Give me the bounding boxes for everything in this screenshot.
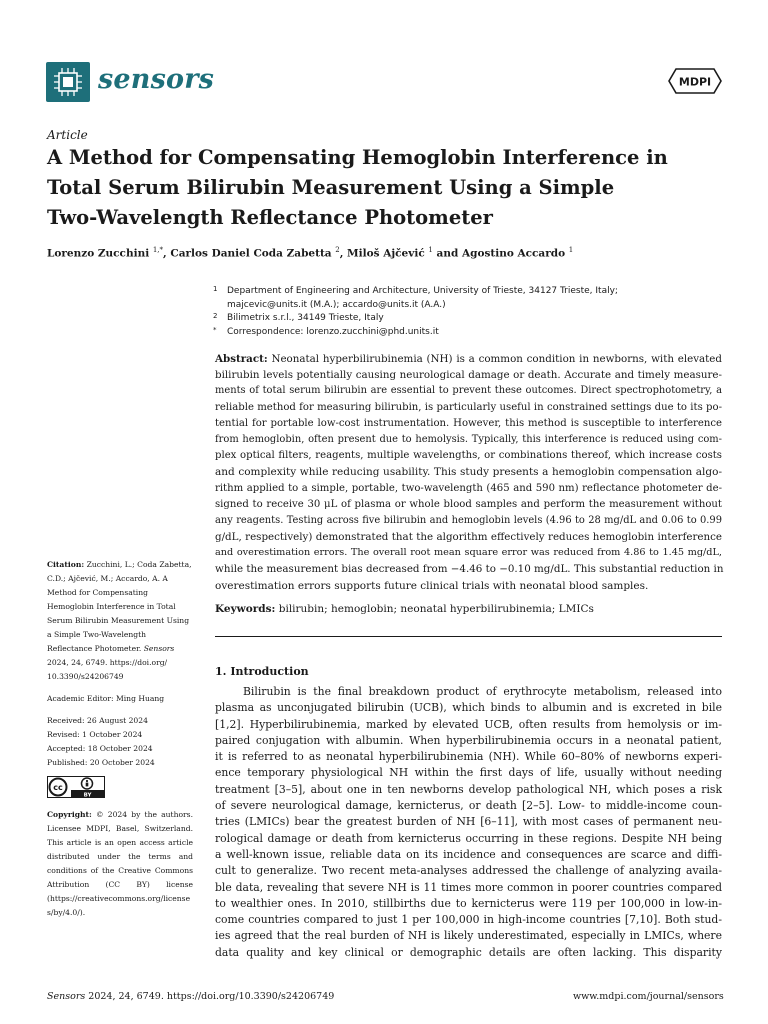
author-name: Carlos Daniel Coda Zabetta	[170, 247, 332, 260]
section-divider	[215, 636, 722, 637]
body-line: tries (LMICs) bear the greatest burden of NH [6–11], with most cases of permanent neu-	[215, 815, 722, 829]
body-line: cult to generalize. Two recent meta-analyses addressed the challenge of analyzing availa-	[215, 864, 722, 878]
footer-citation	[47, 991, 334, 1002]
affiliation-row	[213, 299, 713, 313]
citation-line: Method for Compensating	[47, 588, 148, 597]
citation-label: Citation:	[47, 560, 85, 569]
footer-journal-url[interactable]: www.mdpi.com/journal/sensors	[573, 991, 724, 1002]
affiliation-marker: 1	[213, 285, 218, 293]
abstract-line: and complexity while reducing usability. This study presents a hemoglobin compensation algo-	[215, 466, 722, 479]
author-separator: ,	[163, 247, 171, 260]
abstract	[215, 351, 722, 594]
author-name: Agostino Accardo	[461, 247, 566, 260]
body-line: rological damage or death from kernicterus occurring in these regions. Despite NH being	[215, 831, 722, 845]
copyright-line: Licensee MDPI, Basel, Switzerland.	[47, 824, 193, 833]
cc-icon-label: cc	[53, 783, 63, 793]
keywords	[215, 603, 594, 615]
body-line: data quality and key clinical or demographic details are often lacking. This disparity	[215, 945, 722, 959]
citation-doi-link[interactable]: 2024, 24, 6749. https://doi.org/	[47, 658, 168, 667]
affiliations	[213, 285, 713, 339]
body-line: ies agreed that the real burden of NH is likely underestimated, especially in LMICs, where	[215, 929, 722, 943]
date-received: Received: 26 August 2024	[47, 716, 148, 725]
affiliation-text: Department of Engineering and Architecture, University of Trieste, 34127 Trieste, Italy;	[227, 286, 618, 296]
affiliation-emails: majcevic@units.it (M.A.); accardo@units.it (A.A.)	[227, 299, 446, 310]
publisher-logo-icon	[668, 68, 722, 94]
date-revised: Revised: 1 October 2024	[47, 730, 143, 739]
citation-line: a Simple Two-Wavelength	[47, 630, 147, 639]
citation-journal: Sensors	[143, 644, 175, 653]
abstract-line: from hemoglobin, often present due to hemolysis. Typically, this interference is reduced using com-	[215, 433, 722, 445]
body-line: Bilirubin is the final breakdown product of erythrocyte metabolism, released into	[243, 685, 722, 698]
copyright-line: Attribution (CC BY) license	[47, 880, 193, 889]
license-link[interactable]: (https://creativecommons.org/license	[47, 894, 191, 903]
abstract-line: rithm applied to a simple, portable, two-wavelength (465 and 590 nm) reflectance photometer de-	[215, 482, 722, 494]
article-type: Article	[47, 128, 88, 142]
copyright-line: This article is an open access article	[47, 838, 193, 847]
abstract-line: reliable method for measuring bilirubin, is particularly useful in constrained settings due to its po-	[215, 401, 722, 413]
abstract-line: tential for portable low-cost instrumentation. However, this method is susceptible to interference	[215, 417, 722, 429]
footer-journal: Sensors	[47, 991, 86, 1002]
keywords-text: bilirubin; hemoglobin; neonatal hyperbilirubinemia; LMICs	[278, 603, 594, 615]
body-line: ble data, revealing that severe NH is 11 times more common in poorer countries compared	[215, 880, 722, 894]
author-name: Lorenzo Zucchini	[47, 247, 150, 260]
introduction-body	[215, 684, 722, 961]
citation-doi-link[interactable]: 10.3390/s24206749	[47, 672, 124, 681]
author-separator: and	[432, 247, 462, 260]
body-line: plasma as unconjugated bilirubin (UCB), which binds to albumin and is excreted in bile	[215, 701, 722, 715]
affiliation-marker: 2	[213, 312, 218, 320]
abstract-line: g/dL, respectively) demonstrated that the algorithm effectively reduces hemoglobin interference	[215, 531, 722, 544]
publisher-name: MDPI	[678, 75, 712, 89]
body-line: paired conjugation with albumin. When hyperbilirubinemia occurs in a neonatal patient,	[215, 733, 722, 747]
by-label: BY	[83, 792, 92, 798]
abstract-line: ments of total serum bilirubin are essential to prevent these outcomes. Direct spectrophotometry, a	[215, 385, 722, 397]
article-info-sidebar	[47, 558, 193, 920]
footer-doi-link[interactable]: 2024, 24, 6749. https://doi.org/10.3390/s24206749	[88, 991, 335, 1002]
affiliation-row	[213, 312, 713, 326]
citation-line: Reflectance Photometer. Sensors	[47, 644, 175, 653]
abstract-line: overestimation errors supports future clinical trials with neonatal blood samples.	[215, 579, 649, 592]
affiliation-text: Bilimetrix s.r.l., 34149 Trieste, Italy	[227, 313, 384, 323]
cc-by-license-badge[interactable]	[47, 776, 105, 798]
copyright-line: conditions of the Creative Commons	[47, 866, 193, 875]
copyright-line: Copyright: © 2024 by the authors.	[47, 810, 193, 819]
keywords-label: Keywords:	[215, 603, 276, 615]
body-line: of severe neurological damage, kernicterus, or death [2–5]. Low- to middle-income coun-	[215, 799, 722, 813]
citation-line: Citation: Zucchini, L.; Coda Zabetta,	[47, 560, 192, 569]
author-name: Miloš Ajčević	[347, 247, 425, 260]
abstract-line: Abstract: Neonatal hyperbilirubinemia (NH) is a common condition in newborns, with elevated	[215, 353, 722, 365]
journal-logo-icon	[46, 62, 90, 102]
author-affiliation-mark: 1,*	[152, 246, 164, 254]
title-line: A Method for Compensating Hemoglobin Interference in	[47, 146, 668, 169]
affiliation-row	[213, 285, 713, 299]
abstract-label: Abstract:	[215, 353, 268, 365]
affiliation-row	[213, 326, 713, 340]
abstract-line: plex optical filters, reagents, multiple wavelengths, or combinations thereof, which increase costs	[215, 450, 722, 462]
copyright-label: Copyright:	[47, 810, 92, 819]
citation-line: C.D.; Ajčević, M.; Accardo, A. A	[47, 574, 168, 583]
author-affiliation-mark: 2	[335, 246, 340, 254]
correspondence-text: Correspondence: lorenzo.zucchini@phd.units.it	[227, 326, 439, 337]
license-link[interactable]: s/by/4.0/).	[47, 908, 86, 917]
date-published: Published: 20 October 2024	[47, 758, 155, 767]
body-line: it is referred to as neonatal hyperbilirubinemia (NH). While 60–80% of newborns experi-	[215, 750, 722, 764]
author-affiliation-mark: 1	[428, 246, 433, 254]
body-line: come countries compared to just 1 per 100,000 in high-income countries [7,10]. Both stud-	[215, 913, 722, 927]
abstract-line: signed to receive 30 μL of plasma or whole blood samples and perform the measurement without	[215, 498, 722, 510]
body-line: treatment [3–5], about one in ten newborns develop pathological NH, which poses a risk	[215, 782, 722, 796]
body-line: a well-known issue, reliable data on its incidence and consequences are scarce and diffi-	[215, 847, 722, 861]
title-line: Two-Wavelength Reflectance Photometer	[47, 206, 493, 229]
article-title	[47, 143, 707, 233]
author-separator: ,	[339, 247, 348, 260]
copyright-line: distributed under the terms and	[47, 852, 193, 861]
abstract-line: bilirubin levels potentially causing neurological damage or death. Accurate and timely measure-	[215, 369, 722, 382]
affiliation-marker: *	[213, 325, 217, 334]
body-line: to wealthier ones. In 2010, stillbirths due to kernicterus were 119 per 100,000 in low-in-	[215, 896, 722, 910]
citation-line: Serum Bilirubin Measurement Using	[47, 616, 190, 625]
introduction-heading: 1. Introduction	[215, 665, 309, 678]
date-accepted: Accepted: 18 October 2024	[47, 744, 153, 753]
body-line: [1,2]. Hyperbilirubinemia, marked by elevated UCB, often results from hemolysis or im-	[215, 717, 722, 731]
citation-line: Hemoglobin Interference in Total	[47, 602, 176, 611]
abstract-line: and overestimation errors. The overall root mean square error was reduced from 4.86 to 1.45 mg/dL,	[215, 547, 722, 559]
author-affiliation-mark: 1	[568, 246, 574, 254]
author-list	[47, 246, 573, 260]
academic-editor: Academic Editor: Ming Huang	[47, 694, 165, 703]
body-line: ence temporary physiological NH within the first days of life, usually without needing	[215, 766, 722, 780]
title-line: Total Serum Bilirubin Measurement Using a Simple	[47, 176, 615, 199]
abstract-line: while the measurement bias decreased from −4.46 to −0.10 mg/dL. This substantial reduction in	[215, 563, 724, 576]
journal-name: sensors	[98, 64, 215, 95]
abstract-line: any reagents. Testing across five bilirubin and hemoglobin levels (4.96 to 28 mg/dL and 0.06 to 0.99	[215, 514, 722, 526]
